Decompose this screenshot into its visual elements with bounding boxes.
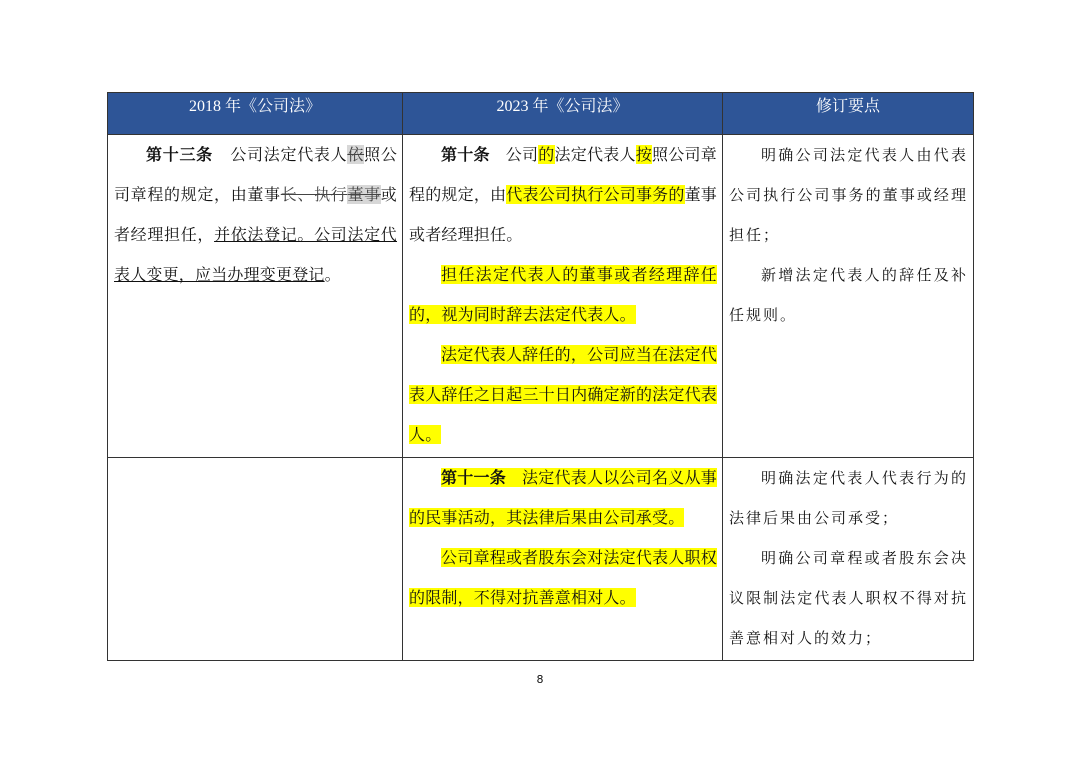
new-article11-para1: 第十一条 法定代表人以公司名义从事的民事活动，其法律后果由公司承受。 (409, 468, 717, 527)
new-article10-para1: 第十条 公司的法定代表人按照公司章程的规定，由代表公司执行公司事务的董事或者经理担任。 (409, 145, 718, 244)
table-header-row (108, 93, 974, 135)
cell-2023-article10 (403, 135, 723, 458)
cell-revision-notes-2 (723, 458, 974, 661)
revision-note: 新增法定代表人的辞任及补任规则。 (729, 266, 968, 324)
table-row (108, 458, 974, 661)
new-article11-para2: 公司章程或者股东会对法定代表人职权的限制，不得对抗善意相对人。 (409, 548, 717, 607)
cell-revision-notes-1 (723, 135, 974, 458)
cell-2023-article11 (403, 458, 723, 661)
revision-note: 明确公司法定代表人由代表公司执行公司事务的董事或经理担任； (729, 146, 968, 244)
cell-2018-article13 (108, 135, 403, 458)
table-row (108, 135, 974, 458)
new-article10-para2: 担任法定代表人的董事或者经理辞任的，视为同时辞去法定代表人。 (409, 265, 717, 324)
header-2018: 2018 年《公司法》 (108, 93, 403, 135)
revision-note: 明确公司章程或者股东会决议限制法定代表人职权不得对抗善意相对人的效力； (729, 549, 968, 647)
comparison-table (107, 92, 974, 661)
header-2023: 2023 年《公司法》 (403, 93, 723, 135)
old-article-text: 第十三条 公司法定代表人依照公司章程的规定，由董事长、执行董事或者经理担任，并依法登记。公司法定代表人变更，应当办理变更登记。 (114, 145, 398, 284)
new-article10-para3: 法定代表人辞任的，公司应当在法定代表人辞任之日起三十日内确定新的法定代表人。 (409, 345, 717, 444)
revision-note: 明确法定代表人代表行为的法律后果由公司承受； (729, 469, 968, 527)
page-number: 8 (536, 673, 544, 686)
header-revision-points: 修订要点 (723, 93, 974, 135)
cell-2018-empty (108, 458, 403, 661)
